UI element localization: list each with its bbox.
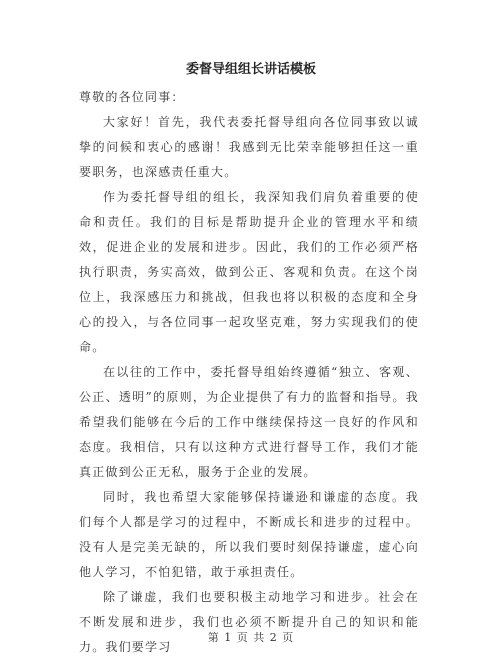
paragraph-3: 在以往的工作中，委托督导组始终遵循“独立、客观、公正、透明”的原则，为企业提供了有力的监督和指导。我希望我们能够在今后的工作中继续保持这一良好的作风和态度。我相信，只有以这种方式进行督导工作，我们才能真正做到公正无私，服务于企业的发展。 <box>79 365 419 479</box>
document-body <box>79 85 419 660</box>
paragraph-4: 同时，我也希望大家能够保持谦逊和谦虚的态度。我们每个人都是学习的过程中，不断成长和进步的过程中。没有人是完美无缺的，所以我们要时刻保持谦虚，虚心向他人学习，不怕犯错，敢于承担责任。 <box>79 490 419 579</box>
paragraph-2: 作为委托督导组的组长，我深知我们肩负着重要的使命和责任。我们的目标是帮助提升企业的管理水平和绩效，促进企业的发展和进步。因此，我们的工作必须严格执行职责，务实高效，做到公正、客观和负责。在这个岗位上，我深感压力和挑战，但我也将以积极的态度和全身心的投入，与各位同事一起攻坚克难，努力实现我们的使命。 <box>79 190 419 354</box>
document-title: 委督导组组长讲话模板 <box>185 62 316 77</box>
paragraph-5: 除了谦虚，我们也要积极主动地学习和进步。社会在不断发展和进步，我们也必须不断提升自己的知识和能力。我们要学习 <box>79 590 419 654</box>
salutation: 尊敬的各位同事： <box>79 90 185 104</box>
page-number-footer: 第 1 页 共 2 页 <box>207 631 295 644</box>
paragraph-1: 大家好！首先，我代表委托督导组向各位同事致以诚挚的问候和衷心的感谢！我感到无比荣幸能够担任这一重要职务，也深感责任重大。 <box>79 115 419 179</box>
